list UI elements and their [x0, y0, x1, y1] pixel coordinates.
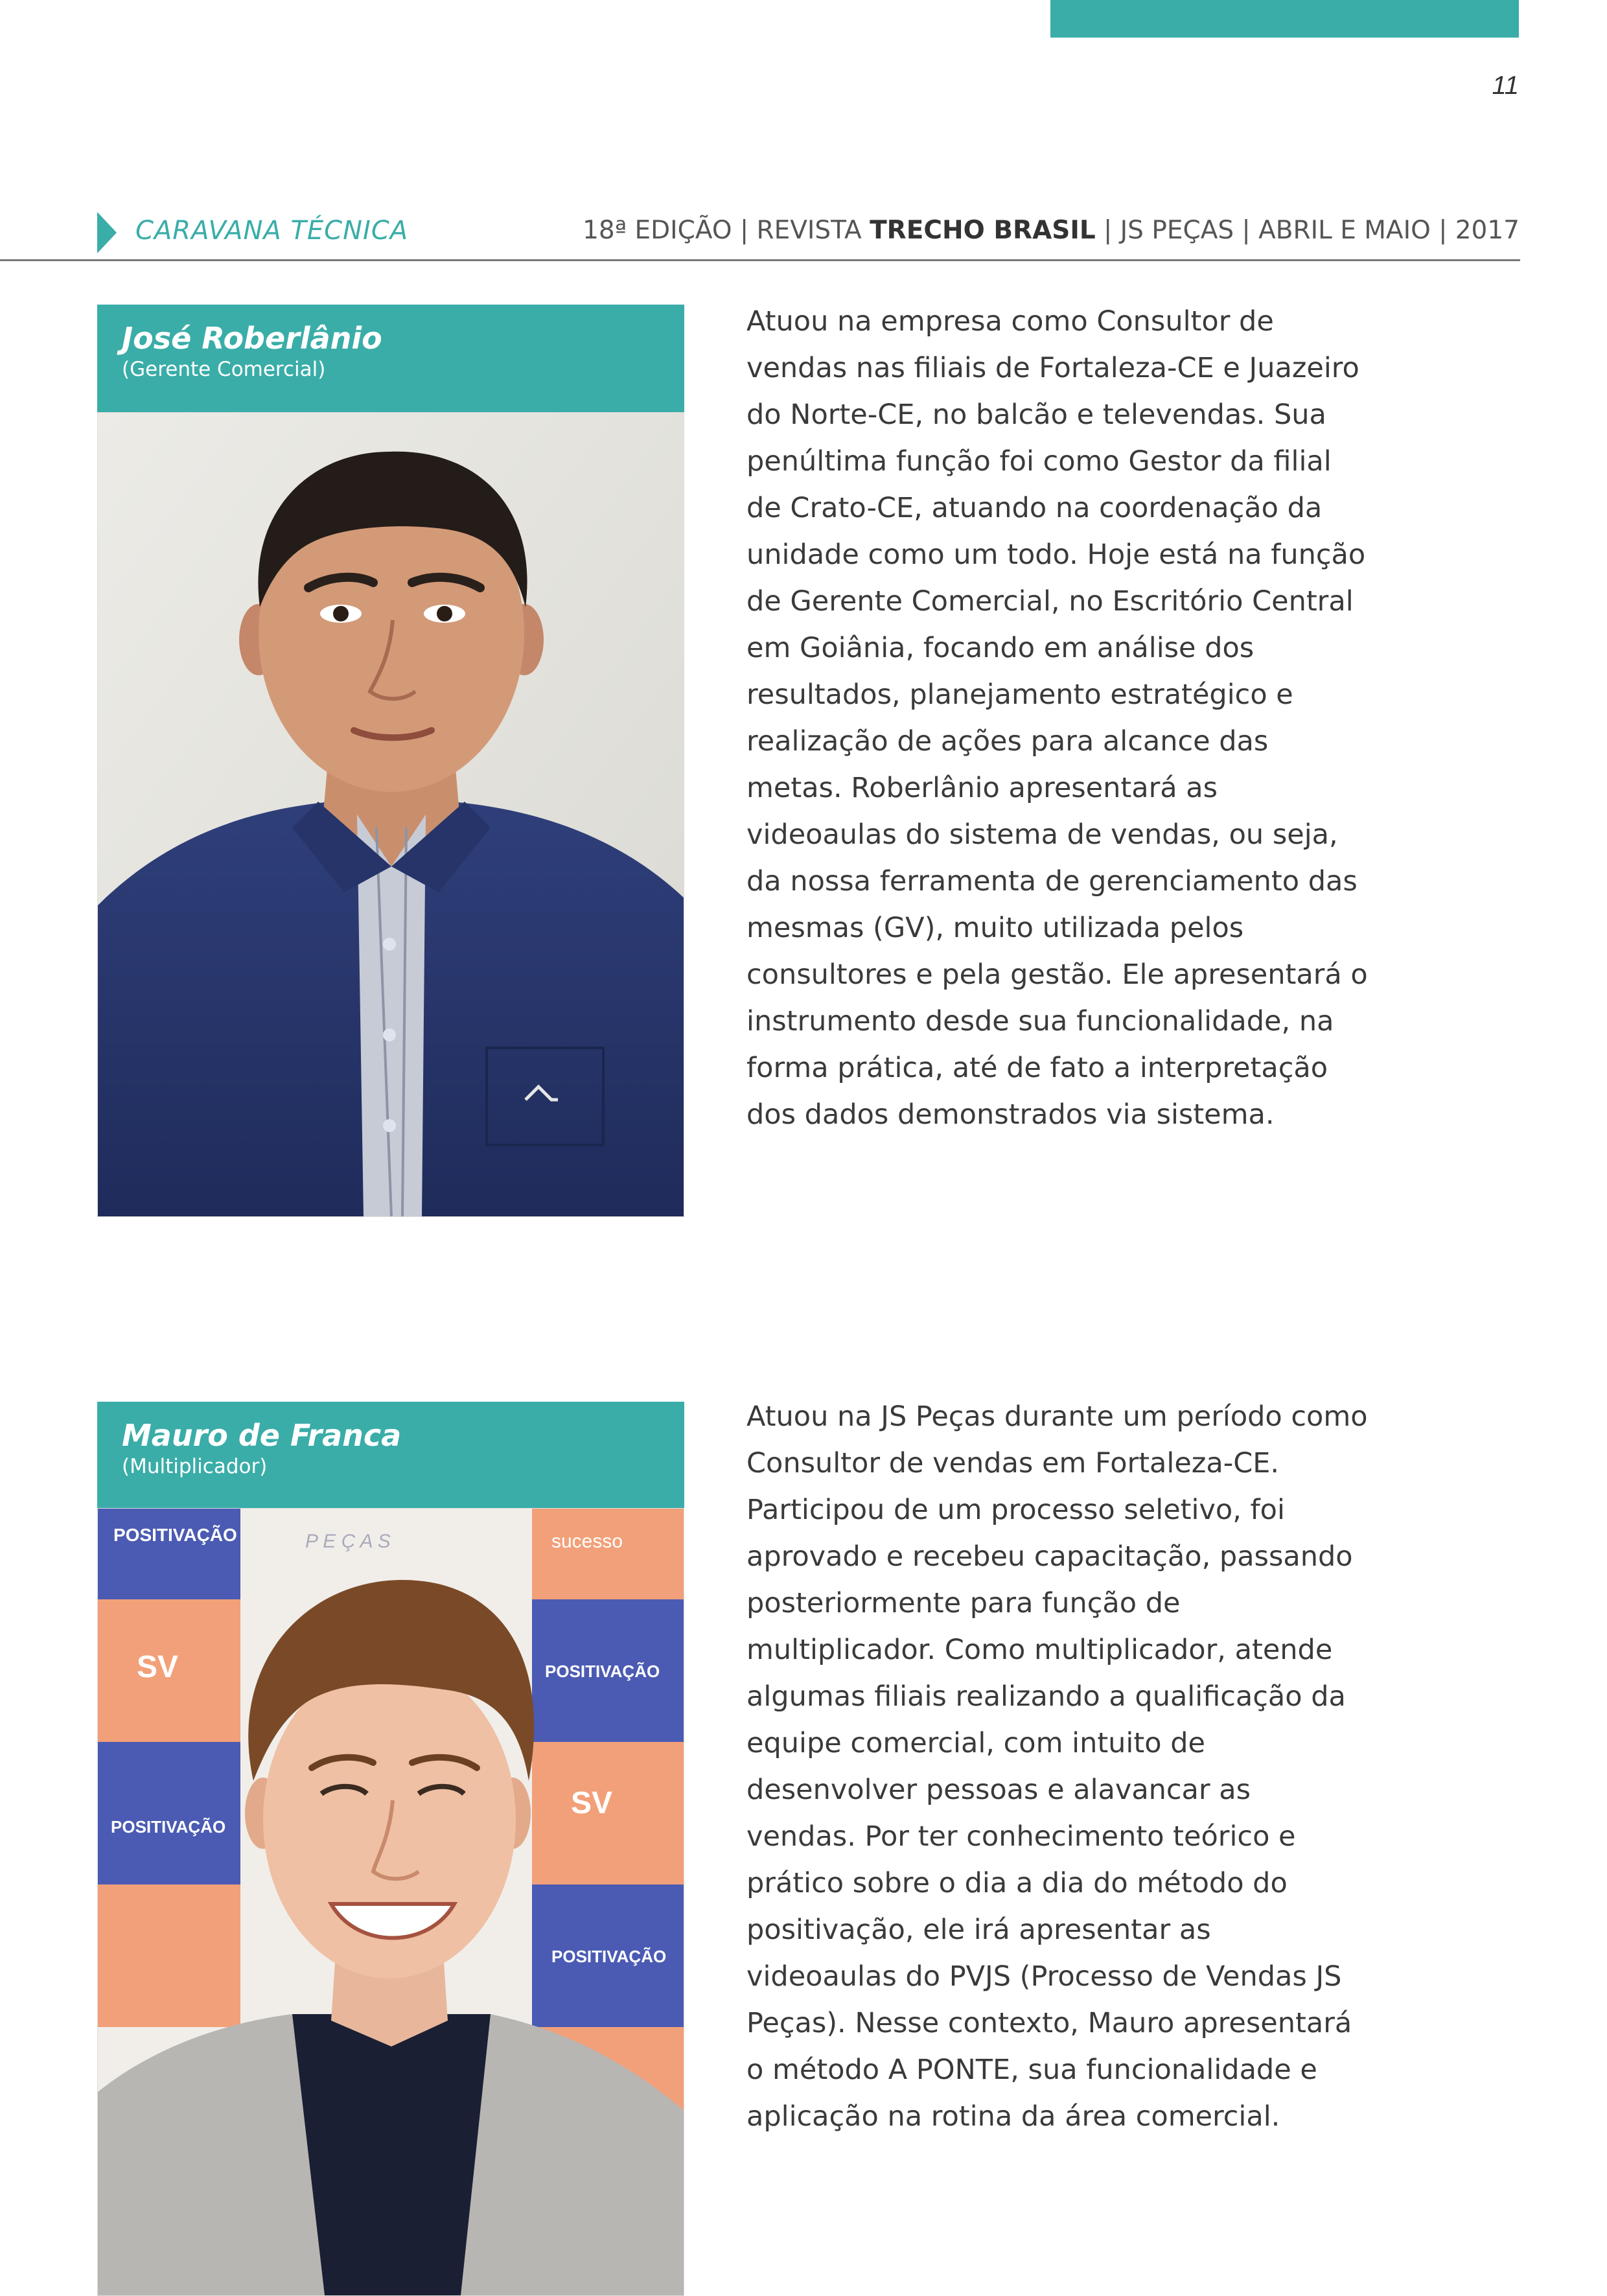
page-number: 11 — [1492, 71, 1519, 100]
backdrop-brand-positivacao: POSITIVAÇÃO — [113, 1525, 237, 1545]
profile-card-roberlanio — [97, 305, 684, 1217]
profile-photo-roberlanio — [97, 412, 684, 1217]
edition-magazine: TRECHO BRASIL — [870, 216, 1096, 245]
backdrop-brand-sv: SV — [137, 1650, 179, 1684]
profile-name: Mauro de Franca — [122, 1418, 402, 1453]
backdrop-brand-positivacao-2: POSITIVAÇÃO — [545, 1662, 660, 1681]
portrait-illustration — [98, 413, 684, 1216]
profile-role: (Gerente Comercial) — [122, 358, 326, 381]
profile-card-mauro — [97, 1402, 684, 2296]
edition-prefix: 18ª EDIÇÃO | REVISTA — [583, 216, 870, 245]
edition-line — [583, 216, 1520, 245]
bio-text: Atuou na JS Peças durante um período como Consultor de vendas em Fortaleza-CE. Participou de um processo seletivo, foi aprovado e recebeu capacitação, passando posteriormente para função de multiplicador. Como multiplicador, atende algumas filiais realizando a qualificação da equipe comercial, com intuito de desenvolver pessoas e alavancar as vendas. Por ter conhecimento teórico e prático sobre o dia a dia do método do positivação, ele irá apresentar as videoaulas do PVJS (Processo de Vendas JS Peças). Nesse contexto, Mauro apresentará o método A PONTE, sua funcionalidade e aplicação na rotina da área comercial. — [746, 1400, 1368, 2133]
backdrop-brand-positivacao-3: POSITIVAÇÃO — [111, 1817, 226, 1837]
portrait-illustration — [98, 1509, 684, 2295]
profile-role: (Multiplicador) — [122, 1455, 268, 1478]
section-title: CARAVANA TÉCNICA — [135, 216, 409, 246]
profile-name: José Roberlânio — [122, 321, 382, 356]
header-divider — [0, 259, 1520, 261]
profile-bio-roberlanio — [746, 298, 1369, 1138]
edition-suffix: | JS PEÇAS | ABRIL E MAIO | 2017 — [1095, 216, 1520, 245]
backdrop-brand-pecas: P E Ç A S — [305, 1531, 391, 1552]
backdrop-brand-sucesso: sucesso — [551, 1531, 623, 1552]
backdrop-brand-positivacao-4: POSITIVAÇÃO — [551, 1947, 667, 1966]
profile-label — [97, 305, 684, 412]
profile-photo-mauro — [97, 1508, 684, 2296]
profile-bio-mauro — [746, 1393, 1369, 2140]
profile-label — [97, 1402, 684, 1508]
top-accent-bar — [1050, 0, 1519, 38]
bio-text: Atuou na empresa como Consultor de vendas nas filiais de Fortaleza-CE e Juazeiro do Norte-CE, no balcão e televendas. Sua penúltima função foi como Gestor da filial de Crato-CE, atuando na coordenação da unidade como um todo. Hoje está na função de Gerente Comercial, no Escritório Central em Goiânia, focando em análise dos resultados, planejamento estratégico e realização de ações para alcance das metas. Roberlânio apresentará as videoaulas do sistema de vendas, ou seja, da nossa ferramenta de gerenciamento das mesmas (GV), muito utilizada pelos consultores e pela gestão. Ele apresentará o instrumento desde sua funcionalidade, na forma prática, até de fato a interpretação dos dados demonstrados via sistema. — [746, 305, 1368, 1131]
backdrop-brand-sv-2: SV — [571, 1786, 613, 1820]
section-arrow-icon — [97, 212, 117, 253]
